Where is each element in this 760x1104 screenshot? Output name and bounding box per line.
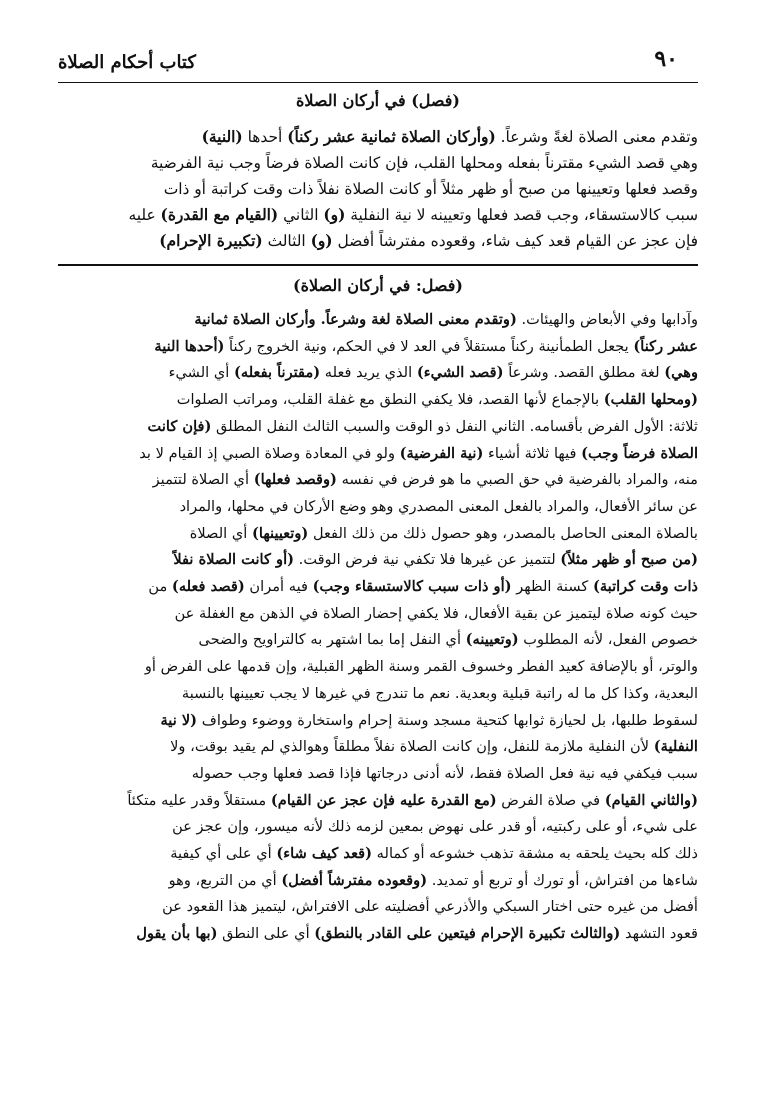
text-run: لأن النفلية ملازمة للنفل، وإن كانت الصلاة نفلاً مطلقاً وهوالذي لم يقيد بوقت، ولا (170, 738, 654, 756)
bold-quote: الصلاة فرضاً وجب) (581, 444, 698, 462)
bold-quote: (بها بأن يقول (136, 925, 218, 943)
sharh-line (58, 547, 698, 574)
text-run: شاءها من افتراش، أو تورك أو تربع أو تمديد. (427, 871, 698, 889)
text-run: قعود التشهد (620, 925, 698, 943)
text-run: البعدية، وكذا كل ما له راتبة قبلية وبعدية. نعم ما تندرج في غيرها لا يجب تعيينها بالنسبة (181, 684, 698, 702)
text-run: الذي يريد فعله (320, 364, 417, 382)
sharh-line (58, 627, 698, 654)
bold-quote: (القيام مع القدرة) (160, 206, 279, 224)
text-run: يجعل الطمأنينة ركناً مستقلاً في العد لا في الحكم، ونية الخروج ركناً (224, 337, 634, 355)
text-run: فإن عجز عن القيام قعد كيف شاء، وقعوده مفترشاً أفضل (332, 232, 698, 250)
matn-line (58, 228, 698, 254)
sharh-line (58, 868, 698, 895)
bold-quote: (وتعيينه) (465, 631, 519, 649)
book-title: كتاب أحكام الصلاة (58, 52, 196, 73)
bold-quote: (وأركان الصلاة ثمانية عشر ركناً) (287, 128, 496, 146)
bold-quote: (والثالث تكبيرة الإحرام فيتعين على القادر بالنطق) (314, 925, 621, 943)
bold-quote: (أو كانت الصلاة نفلاً (173, 551, 295, 569)
text-run: سبب كالاستسقاء، وجب قصد فعلها وتعيينه لا نية النفلية (345, 206, 698, 224)
bold-quote: (مقترناً بفعله) (233, 364, 321, 382)
bold-quote: (و) (310, 232, 333, 250)
sharh-line (58, 761, 698, 788)
bold-quote: (وتقدم معنى الصلاة لغة وشرعاً. وأركان الصلاة ثمانية (194, 311, 517, 328)
text-run: بالصلاة المعنى الحاصل بالمصدر، وهو حصول ذلك من ذلك الفعل (308, 524, 698, 542)
section-divider (58, 264, 698, 266)
text-run: سبب فيكفي فيه نية فعل الصلاة فقط، لأنه أدنى درجاتها فإذا قصد فعلها وجب حصوله (191, 764, 698, 782)
matn-line (58, 202, 698, 228)
bold-quote: (قعد كيف شاء) (276, 845, 373, 863)
sharh-text (58, 307, 698, 948)
sharh-line (58, 654, 698, 681)
text-run: مستقلاً وقدر عليه متكئاً (127, 791, 271, 809)
text-run: أي الصلاة لتتميز (152, 471, 254, 489)
text-run: وآدابها وفي الأبعاض والهيئات. (516, 311, 698, 328)
bold-quote: (نية الفرضية) (399, 444, 484, 462)
matn-text (58, 124, 698, 254)
bold-quote: (من صبح أو ظهر مثلاً) (560, 551, 698, 569)
bold-quote: (تكبيرة الإحرام) (159, 232, 263, 250)
text-run: في صلاة الفرض (496, 791, 605, 809)
header-rule (58, 82, 698, 83)
text-run: خصوص الفعل، لأنه المطلوب (518, 631, 698, 649)
text-run: ذلك كله بحيث يلحقه به مشقة تذهب خشوعه أو كماله (372, 845, 698, 863)
sharh-line (58, 360, 698, 387)
sharh-line (58, 921, 698, 948)
bold-quote: (قصد فعله) (171, 578, 245, 596)
text-run: وقصد فعلها وتعيينها من صبح أو ظهر مثلاً أو كانت الصلاة نفلاً ذات وقت كراتبة أو ذات (163, 180, 698, 198)
text-run: أي النفل إما بما اشتهر به كالتراويح والضحى (198, 631, 466, 649)
text-run: حيث كونه صلاة ليتميز عن بقية الأفعال، فلا يكفي إحضار الصلاة في الذهن مع الغفلة عن (174, 604, 698, 622)
sharh-line (58, 681, 698, 708)
text-run: وتقدم معنى الصلاة لغةً وشرعاً. (495, 128, 698, 146)
sharh-line (58, 788, 698, 815)
sharh-line (58, 814, 698, 841)
text-run: لغة مطلق القصد. وشرعاً (503, 364, 665, 382)
bold-quote: (أحدها النية (154, 337, 225, 355)
bold-quote: (وقصد فعلها) (253, 471, 337, 489)
matn-line (58, 176, 698, 202)
bold-quote: (مع القدرة عليه فإن عجز عن القيام) (270, 791, 497, 809)
bold-quote: (لا نية (160, 711, 198, 729)
text-run: أي من التربع، وهو (168, 871, 282, 889)
text-run: كسنة الظهر (511, 578, 593, 596)
sharh-line (58, 574, 698, 601)
sharh-line (58, 708, 698, 735)
sharh-line (58, 414, 698, 441)
text-run: ولو في المعادة وصلاة الصبي إذ القيام لا بد (139, 444, 400, 462)
bold-quote: (قصد الشيء) (416, 364, 504, 382)
sharh-line (58, 307, 698, 334)
text-run: أحدها (242, 128, 288, 146)
text-run: الثالث (262, 232, 311, 250)
bold-quote: النفلية) (653, 738, 698, 756)
sharh-line (58, 894, 698, 921)
text-run: لسقوط طلبها، بل لحيازة ثوابها كتحية مسجد وسنة إحرام واستخارة ووضوء وطواف (197, 711, 698, 729)
bold-quote: (وتعيينها) (251, 524, 309, 542)
text-run: لتتميز عن غيرها فلا تكفي نية فرض الوقت. (294, 551, 561, 569)
text-run: بالإجماع لأنها القصد، فلا يكفي النطق مع غفلة القلب، ومراتب الصلوات (176, 391, 604, 409)
text-run: على شيء، أو على ركبتيه، أو قدر على نهوض بمعين لزمه ذلك لأنه ميسور، وإن عجز عن (172, 818, 698, 836)
bold-quote: (النية) (201, 128, 243, 146)
sharh-line (58, 601, 698, 628)
text-run: فيها ثلاثة أشياء (483, 444, 582, 462)
sharh-line (58, 387, 698, 414)
text-run: الثاني (278, 206, 324, 224)
text-run: أفضل من غيره حتى اختار السبكي والأذرعي أفضليته على الافتراش، ليتميز هذا القعود عن (162, 898, 698, 916)
bold-quote: ذات وقت كراتبة) (592, 578, 698, 596)
bold-quote: عشر ركناً) (633, 337, 698, 355)
bold-quote: (والثاني القيام) (604, 791, 698, 809)
bold-quote: (وقعوده مفترشاً أفضل) (281, 871, 428, 889)
book-page (58, 46, 698, 1086)
sharh-section (58, 276, 698, 948)
bold-quote: (أو ذات سبب كالاستسقاء وجب) (312, 578, 512, 596)
bold-quote: (ومحلها القلب) (603, 391, 698, 409)
sharh-line (58, 521, 698, 548)
matn-section (58, 91, 698, 254)
sharh-line (58, 841, 698, 868)
text-run: عن سائر الأفعال، والمراد بالفعل المعنى المصدري وهو وضع الأركان في محلها، والمراد (179, 497, 698, 515)
text-run: ثلاثة: الأول الفرض بأقسامه. الثاني النفل ذو الوقت والسبب الثالث النفل المطلق (211, 417, 698, 435)
matn-line (58, 124, 698, 150)
text-run: أي على أي كيفية (170, 845, 277, 863)
sharh-line (58, 467, 698, 494)
bold-quote: وهي) (664, 364, 698, 382)
text-run: فيه أمران (244, 578, 313, 596)
running-header (58, 46, 698, 82)
text-run: وهي قصد الشيء مقترناً بفعله ومحلها القلب، فإن كانت الصلاة فرضاً وجب نية الفرضية (150, 154, 698, 172)
sharh-line (58, 734, 698, 761)
text-run: منه، والمراد بالفرضية في حق الصبي ما هو فرض في نفسه (336, 471, 698, 489)
text-run: عليه (128, 206, 161, 224)
bold-quote: (فإن كانت (147, 417, 212, 435)
sharh-line (58, 441, 698, 468)
matn-title: (فصل) في أركان الصلاة (295, 91, 460, 110)
text-run: أي على النطق (217, 925, 315, 943)
text-run: من (148, 578, 172, 596)
matn-line (58, 150, 698, 176)
text-run: أي الشيء (168, 364, 234, 382)
sharh-line (58, 494, 698, 521)
text-run: أي الصلاة (189, 524, 252, 542)
sharh-line (58, 334, 698, 361)
bold-quote: (و) (323, 206, 346, 224)
text-run: والوتر، أو بالإضافة كعيد الفطر وخسوف القمر وسنة الظهر القبلية، وإن قدمها على الفرض أو (144, 658, 698, 676)
sharh-title: (فصل: في أركان الصلاة) (293, 276, 463, 295)
page-number: ٩٠ (654, 46, 678, 72)
